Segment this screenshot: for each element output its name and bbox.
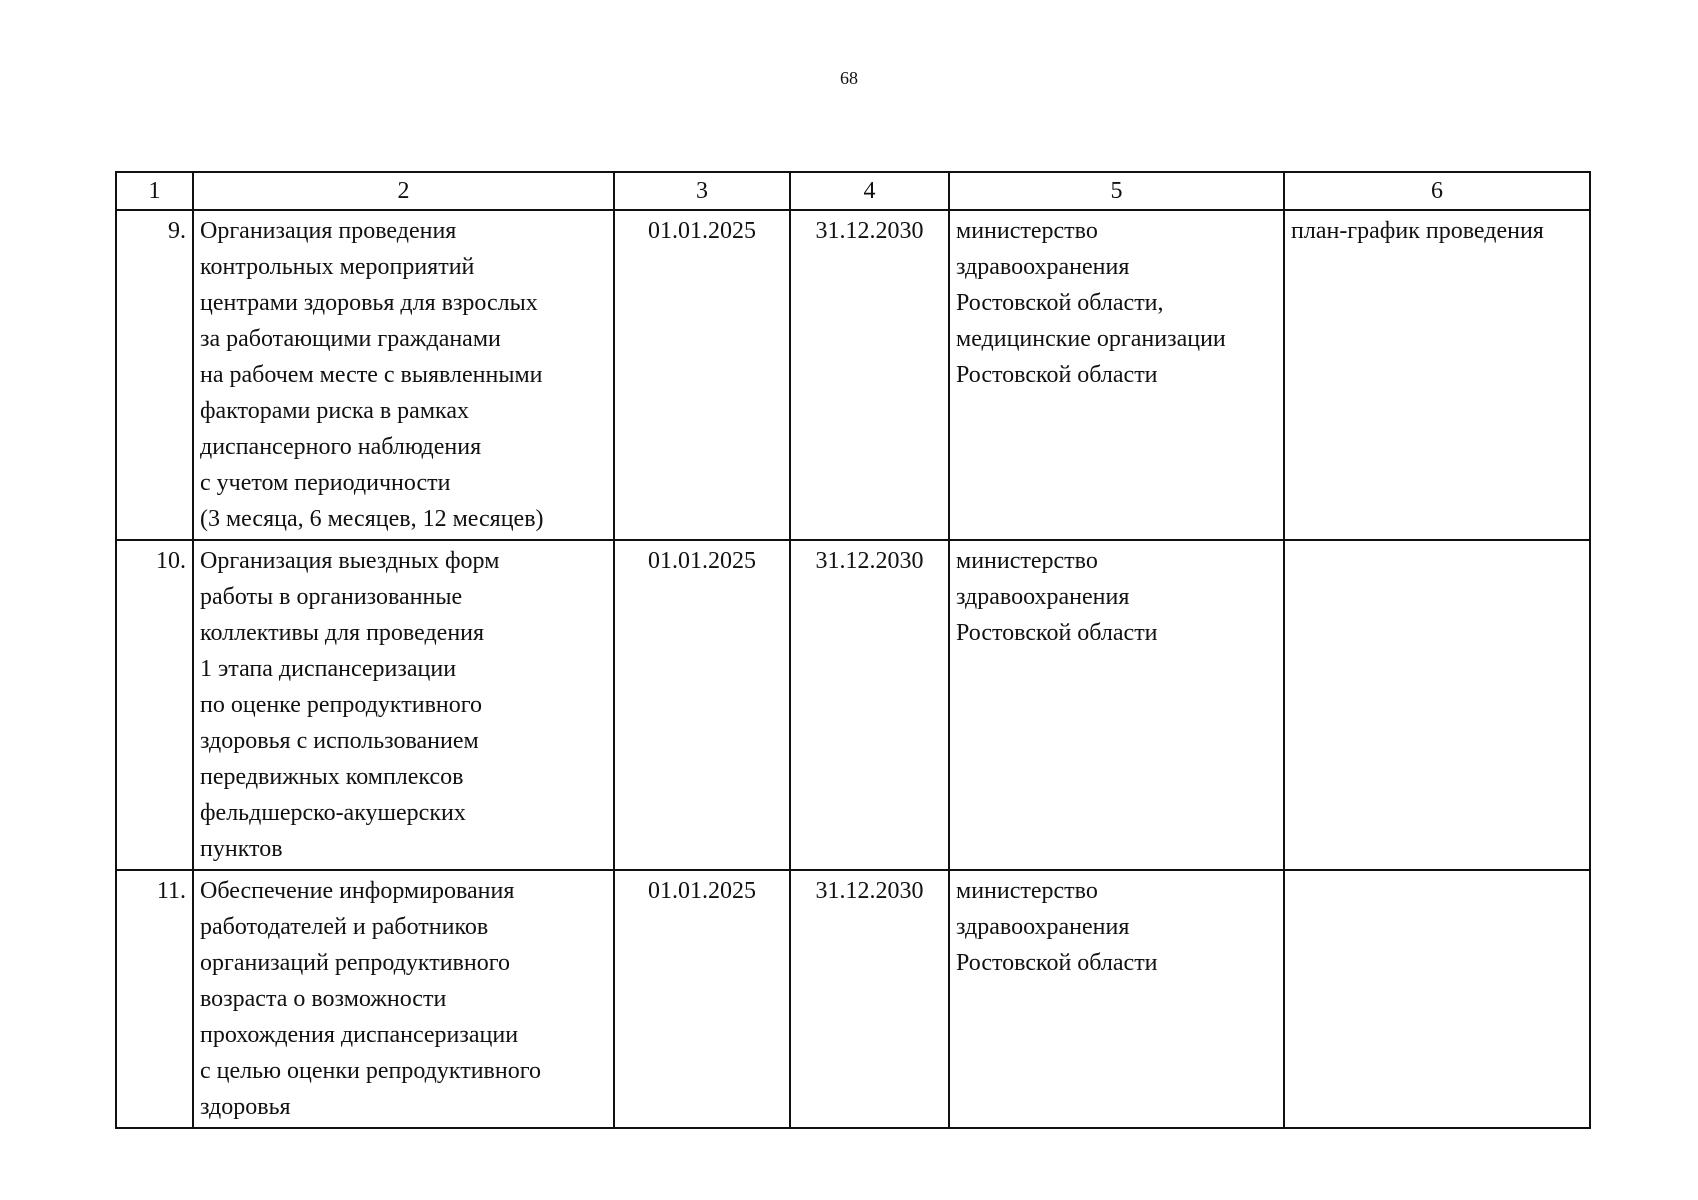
activity-cell: Организация проведения контрольных мероприятий центрами здоровья для взрослых за работающими гражданами на рабочем месте с выявленными факторами риска в рамках диспансерного наблюдения с учетом периодичности (3 месяца, 6 месяцев, 12 месяцев): [193, 210, 614, 540]
row-number: 10.: [116, 540, 193, 870]
start-date-cell: 01.01.2025: [614, 870, 790, 1128]
table-row: [116, 870, 1590, 1128]
page-number: 68: [840, 68, 858, 88]
start-date-cell: 01.01.2025: [614, 540, 790, 870]
header-cell-4: 4: [790, 172, 949, 210]
responsible-cell: министерство здравоохранения Ростовской области: [949, 540, 1284, 870]
result-cell: план-график проведения: [1284, 210, 1590, 540]
header-cell-5: 5: [949, 172, 1284, 210]
row-number: 9.: [116, 210, 193, 540]
responsible-cell: министерство здравоохранения Ростовской области: [949, 870, 1284, 1128]
header-cell-1: 1: [116, 172, 193, 210]
table-row: [116, 210, 1590, 540]
measures-table: [115, 171, 1591, 1129]
table-row: [116, 540, 1590, 870]
end-date-cell: 31.12.2030: [790, 540, 949, 870]
responsible-cell: министерство здравоохранения Ростовской области, медицинские организации Ростовской области: [949, 210, 1284, 540]
header-cell-2: 2: [193, 172, 614, 210]
header-cell-3: 3: [614, 172, 790, 210]
row-number: 11.: [116, 870, 193, 1128]
activity-cell: Обеспечение информирования работодателей и работников организаций репродуктивного возраста о возможности прохождения диспансеризации с целью оценки репродуктивного здоровья: [193, 870, 614, 1128]
start-date-cell: 01.01.2025: [614, 210, 790, 540]
table-header-row: [116, 172, 1590, 210]
header-cell-6: 6: [1284, 172, 1590, 210]
result-cell: [1284, 870, 1590, 1128]
end-date-cell: 31.12.2030: [790, 870, 949, 1128]
result-cell: [1284, 540, 1590, 870]
activity-cell: Организация выездных форм работы в организованные коллективы для проведения 1 этапа диспансеризации по оценке репродуктивного здоровья с использованием передвижных комплексов фельдшерско-акушерских пунктов: [193, 540, 614, 870]
end-date-cell: 31.12.2030: [790, 210, 949, 540]
